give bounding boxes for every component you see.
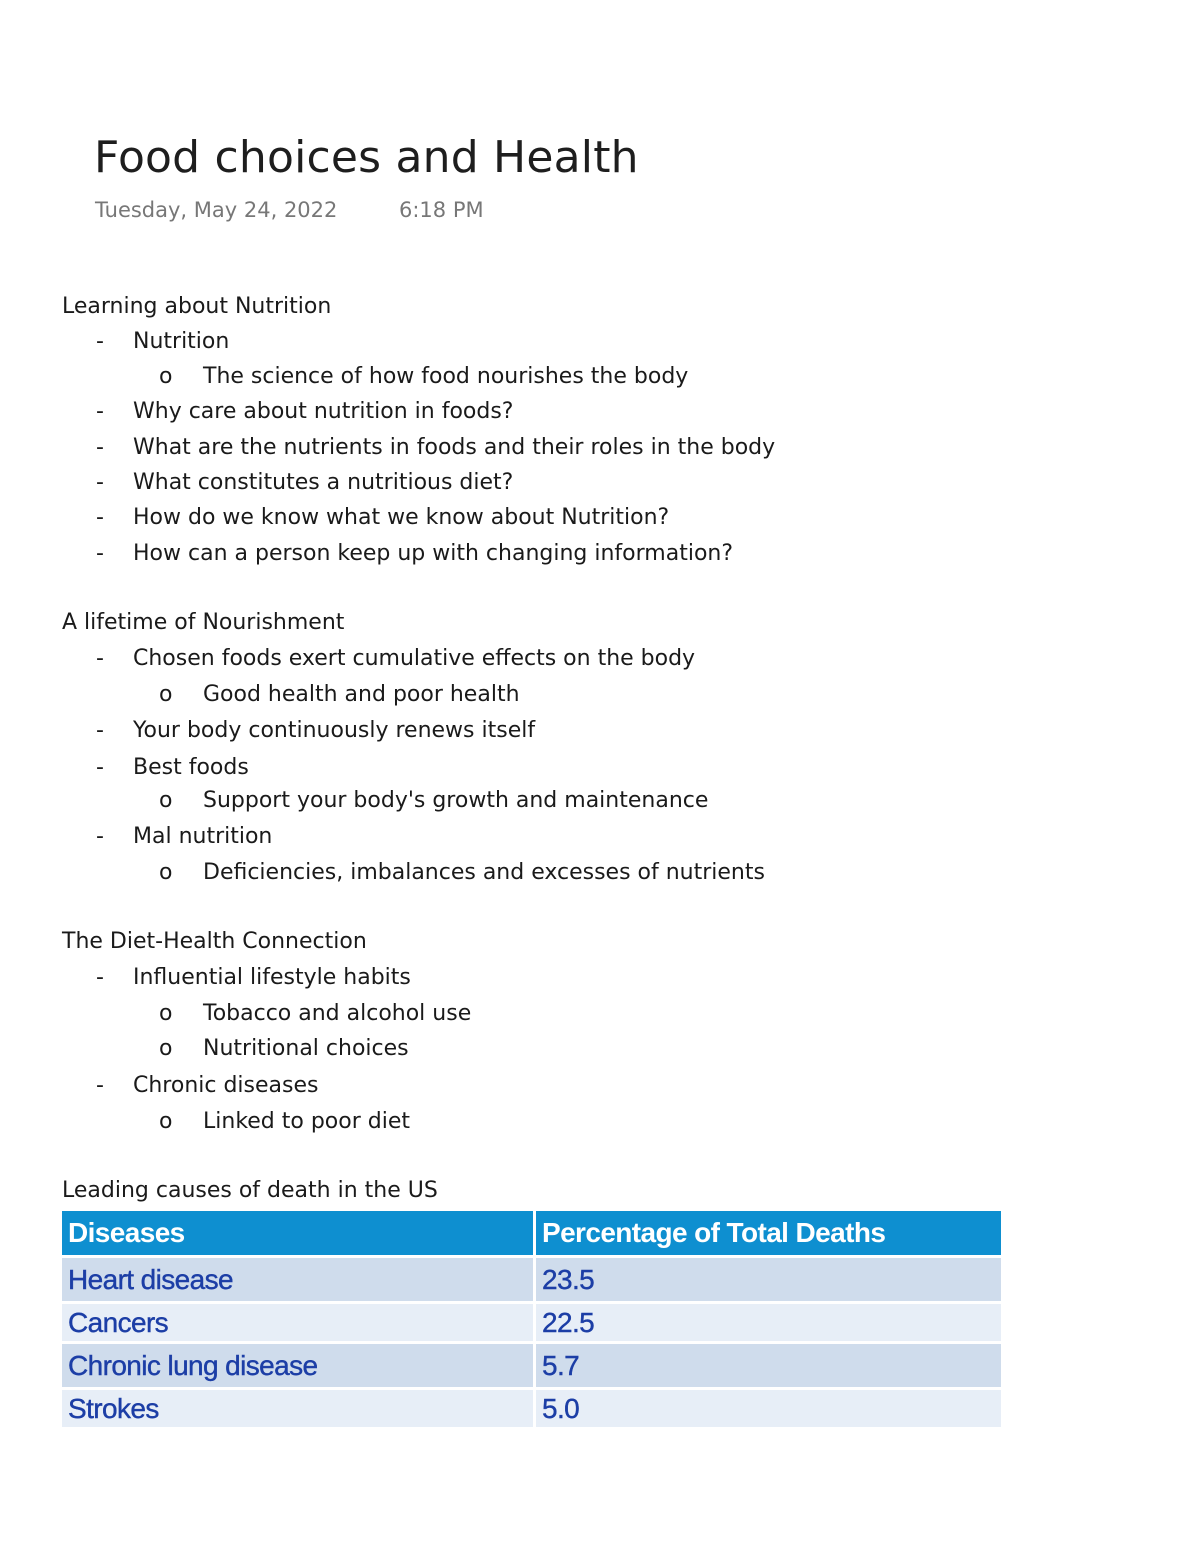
page-title: Food choices and Health [94,132,639,183]
causes-of-death-table [62,1211,1004,1430]
table-row [62,1389,1003,1429]
list-item: What are the nutrients in foods and their roles in the body [133,435,776,460]
disease-cell: Chronic lung disease [62,1343,535,1389]
list-item: Why care about nutrition in foods? [133,399,514,424]
dash-bullet: - [96,470,104,495]
header-diseases: Diseases [62,1211,535,1257]
dash-bullet: - [96,718,104,743]
list-item: Influential lifestyle habits [133,965,411,990]
list-item: What constitutes a nutritious diet? [133,470,514,495]
disease-cell: Strokes [62,1389,535,1429]
list-item: Chosen foods exert cumulative effects on the body [133,646,696,671]
percentage-cell: 5.7 [535,1343,1003,1389]
dash-bullet: - [96,1073,104,1098]
circle-bullet: o [159,682,173,707]
list-item: How do we know what we know about Nutrition? [133,505,670,530]
table-row [62,1343,1003,1389]
percentage-cell: 5.0 [535,1389,1003,1429]
header-percentage: Percentage of Total Deaths [535,1211,1003,1257]
list-item: Nutrition [133,329,230,354]
circle-bullet: o [159,1001,173,1026]
list-item: Best foods [133,755,249,780]
page-date: Tuesday, May 24, 2022 [95,198,338,222]
dash-bullet: - [96,399,104,424]
section-heading: A lifetime of Nourishment [62,610,345,635]
percentage-cell: 22.5 [535,1303,1003,1343]
section-heading: Learning about Nutrition [62,294,332,319]
table-header-row [62,1211,1003,1257]
percentage-cell: 23.5 [535,1257,1003,1303]
sub-list-item: Support your body's growth and maintenance [203,788,709,813]
table-row [62,1303,1003,1343]
list-item: Chronic diseases [133,1073,319,1098]
table-row [62,1257,1003,1303]
sub-list-item: Good health and poor health [203,682,520,707]
page-time: 6:18 PM [399,198,484,222]
circle-bullet: o [159,1109,173,1134]
list-item: Mal nutrition [133,824,273,849]
dash-bullet: - [96,329,104,354]
dash-bullet: - [96,646,104,671]
circle-bullet: o [159,860,173,885]
sub-list-item: Tobacco and alcohol use [203,1001,472,1026]
dash-bullet: - [96,505,104,530]
section-heading: The Diet-Health Connection [62,929,367,954]
dash-bullet: - [96,435,104,460]
disease-cell: Heart disease [62,1257,535,1303]
circle-bullet: o [159,1036,173,1061]
sub-list-item: Nutritional choices [203,1036,409,1061]
disease-cell: Cancers [62,1303,535,1343]
sub-list-item: Linked to poor diet [203,1109,411,1134]
list-item: Your body continuously renews itself [133,718,536,743]
causes-table-title: Leading causes of death in the US [62,1178,438,1203]
sub-list-item: Deficiencies, imbalances and excesses of nutrients [203,860,765,885]
sub-list-item: The science of how food nourishes the body [203,364,689,389]
dash-bullet: - [96,824,104,849]
list-item: How can a person keep up with changing information? [133,541,734,566]
circle-bullet: o [159,364,173,389]
dash-bullet: - [96,541,104,566]
dash-bullet: - [96,755,104,780]
circle-bullet: o [159,788,173,813]
dash-bullet: - [96,965,104,990]
